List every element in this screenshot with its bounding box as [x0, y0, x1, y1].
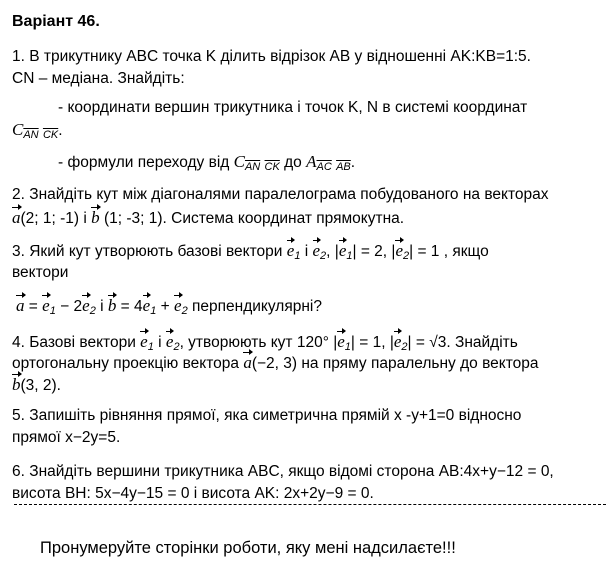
vector-e2: e	[174, 296, 182, 315]
vector-e2: e	[312, 241, 321, 260]
text: | = 2, |	[352, 243, 396, 260]
text: | = 1 , якщо	[409, 243, 489, 260]
text: і	[153, 334, 166, 351]
task4-line3	[12, 375, 61, 396]
vector-e2: e	[165, 332, 174, 351]
sub: 1	[346, 250, 353, 262]
coord-sub-ck: CK	[264, 161, 280, 173]
vector-e1: e	[42, 296, 50, 315]
text: = 4	[116, 298, 143, 315]
vector-a: a	[243, 353, 252, 372]
text: ортогональну проекцію вектора	[12, 355, 244, 372]
coord-system-symbol: A	[306, 152, 317, 171]
vector-a: a	[12, 208, 21, 227]
coord-sub-an: AN	[244, 161, 261, 173]
vector-e1: e	[142, 296, 151, 315]
text: =	[24, 298, 43, 315]
vector-e1: e	[338, 241, 347, 260]
vector-e2: e	[395, 241, 403, 260]
task6-line2: висота BH: 5x−4y−15 = 0 і висота AK: 2x+2y−9 = 0.	[12, 485, 374, 502]
vector-e1: e	[337, 332, 345, 351]
coord-sub-an: AN	[23, 129, 39, 141]
sub: 2	[320, 250, 327, 262]
text: +	[156, 298, 175, 315]
task4-line2	[12, 353, 539, 374]
text: | = 1, |	[350, 334, 394, 351]
text: (−2, 3) на пряму паралельну до вектора	[251, 355, 539, 372]
text: , |	[326, 243, 339, 260]
vector-a: a	[16, 296, 25, 315]
sub: 2	[89, 305, 96, 317]
text: (2; 1; -1) і	[20, 210, 92, 227]
dashed-separator	[14, 504, 606, 505]
punct: .	[58, 122, 63, 139]
sub: 2	[173, 341, 180, 353]
sub: 2	[401, 341, 408, 353]
sub: 2	[181, 305, 188, 317]
text: − 2	[55, 298, 83, 315]
text: | = √3. Знайдіть	[407, 334, 518, 351]
task3-line1	[12, 241, 489, 266]
text: до	[279, 154, 307, 171]
text: 4. Базові вектори	[12, 334, 141, 351]
text: і	[300, 243, 313, 260]
vector-e1: e	[140, 332, 148, 351]
task5-line2: прямої x−2y=5.	[12, 429, 121, 446]
task1-line1: 1. В трикутнику ABC точка K ділить відрізок AB у відношенні AK:KB=1:5.	[12, 48, 531, 65]
sub: 2	[402, 250, 410, 262]
footer-note: Пронумеруйте сторінки роботи, яку мені надсилаєте!!!	[40, 539, 456, 557]
sub: 1	[147, 341, 154, 353]
text: (1; -3; 1). Система координат прямокутна.	[99, 210, 405, 227]
task1-line4	[12, 120, 63, 145]
task3-line2: вектори	[12, 264, 69, 281]
coord-sub-ck: CK	[42, 129, 59, 141]
text: перпендикулярні?	[187, 298, 322, 315]
coord-system-symbol: C	[12, 120, 24, 139]
vector-b: b	[12, 375, 21, 394]
variant-title: Варіант 46.	[12, 13, 100, 30]
task1-line2: CN – медіана. Знайдіть:	[12, 70, 185, 87]
text: , утворюють кут 120° |	[179, 334, 338, 351]
text: (3, 2).	[20, 377, 61, 394]
coord-sub-ac: AC	[316, 161, 332, 173]
vector-e1: e	[286, 241, 295, 260]
sub: 1	[150, 305, 157, 317]
vector-b: b	[91, 208, 100, 227]
text: 3. Який кут утворюють базові вектори	[12, 243, 287, 260]
sub: 1	[344, 341, 351, 353]
vector-e2: e	[82, 296, 90, 315]
coord-sub-ab: AB	[336, 161, 351, 173]
text: - формули переходу від	[58, 154, 234, 171]
punct: .	[350, 154, 356, 171]
task6-line1: 6. Знайдіть вершини трикутника ABC, якщо відомі сторона AB:4x+y−12 = 0,	[12, 463, 554, 480]
task5-line1: 5. Запишіть рівняння прямої, яка симетрична прямій x -y+1=0 відносно	[12, 407, 522, 424]
task1-line5	[58, 152, 355, 177]
task1-line3: - координати вершин трикутника і точок K, N в системі координат	[58, 99, 528, 116]
task3-line3	[16, 296, 322, 321]
vector-b: b	[107, 296, 117, 315]
task2-line2	[12, 208, 404, 229]
vector-e2: e	[393, 332, 402, 351]
sub: 1	[294, 250, 301, 262]
text: і	[95, 298, 108, 315]
sub: 1	[49, 305, 56, 317]
task2-line1: 2. Знайдіть кут між діагоналями паралелограма побудованого на векторах	[12, 186, 549, 203]
coord-system-symbol: C	[233, 152, 245, 171]
